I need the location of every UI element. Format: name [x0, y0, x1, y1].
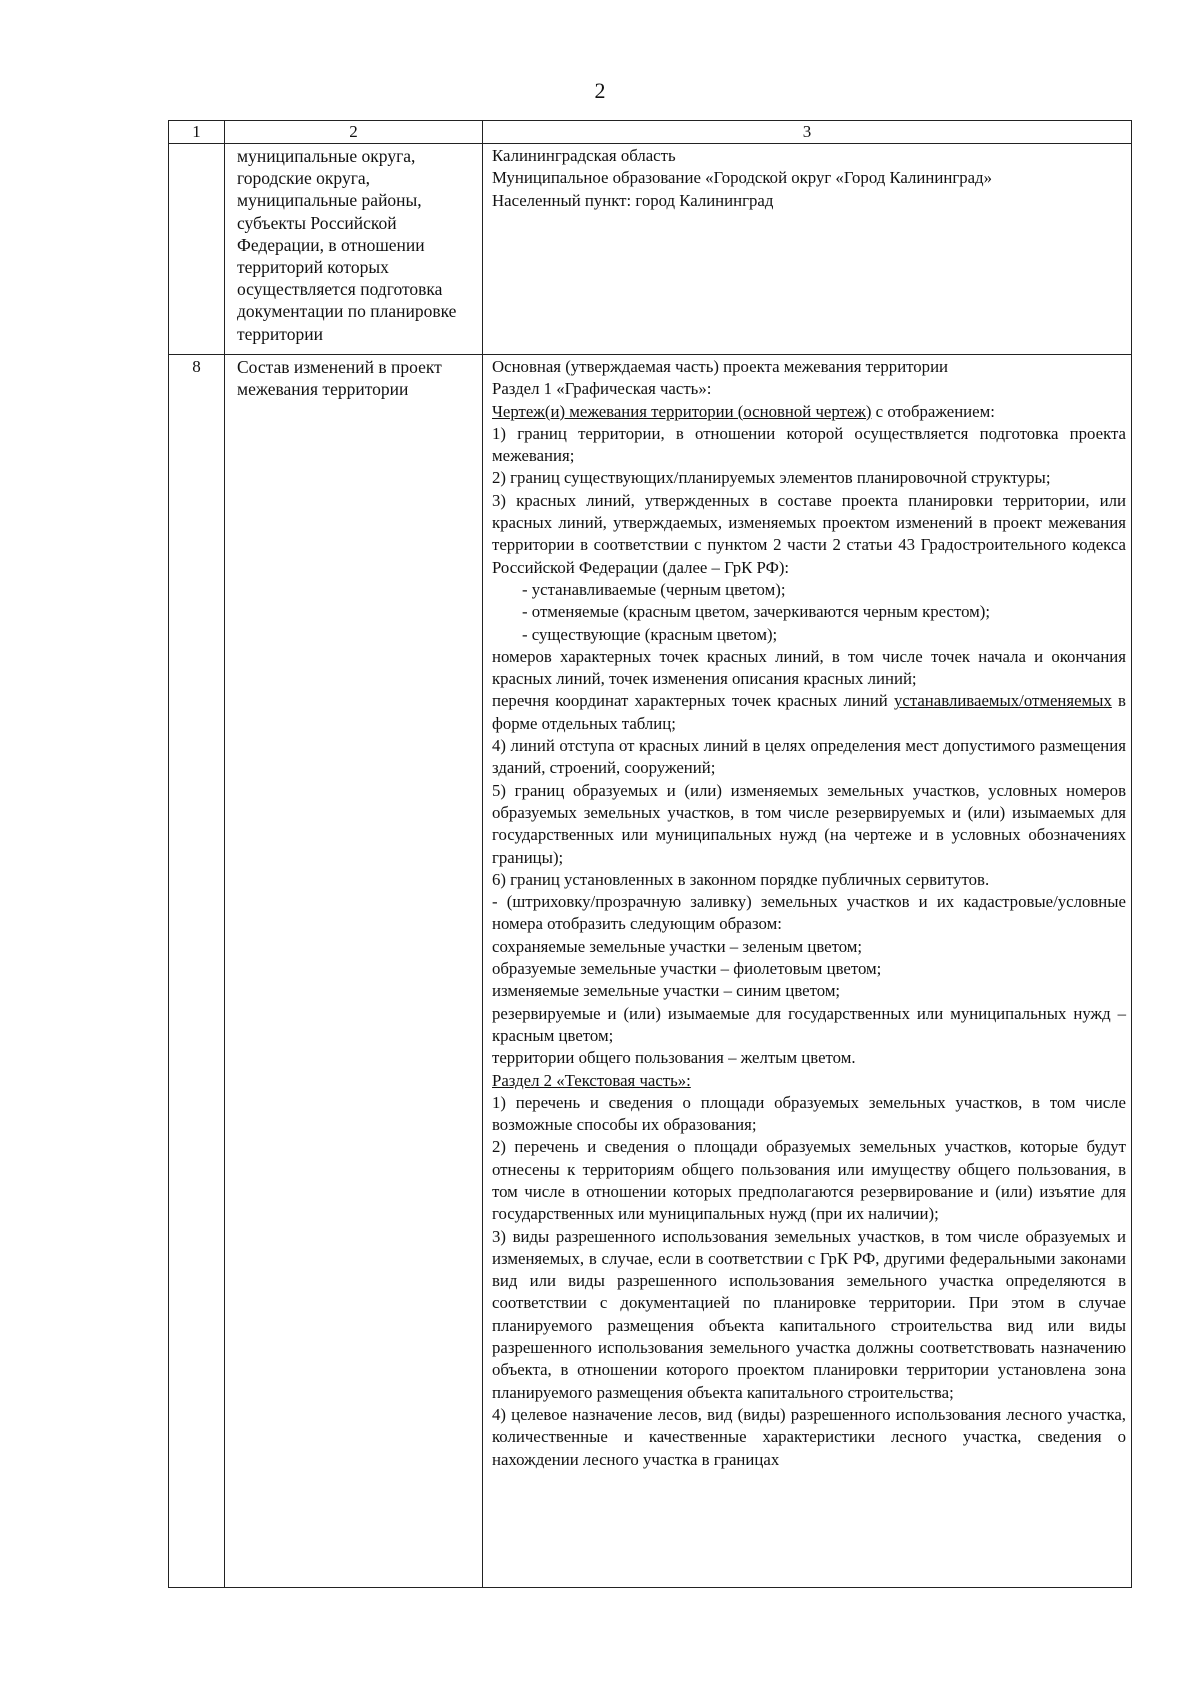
paragraph: 4) целевое назначение лесов, вид (виды) разрешенного использования лесного участка, количественные и качественные характеристики лесного участка, сведения о нахождении лесного участка в границах	[492, 1404, 1126, 1469]
section-heading: Раздел 1 «Графическая часть»:	[492, 379, 712, 399]
list-item: - существующие (красным цветом);	[522, 624, 778, 644]
paragraph: номеров характерных точек красных линий, в том числе точек начала и окончания красных линий, точек изменения описания красных линий;	[492, 646, 1126, 689]
row-number: 8	[169, 355, 225, 1588]
underlined-text: Чертеж(и) межевания территории (основной чертеж)	[492, 401, 872, 421]
row-value	[483, 355, 1132, 1588]
table-header-row	[169, 121, 1132, 144]
paragraph: 2) перечень и сведения о площади образуемых земельных участков, которые будут отнесены к территориям общего пользования или имуществу общего пользования, в том числе в отношении которых предполагаются резервирование и (или) изъятие для государственных или муниципальных нужд (при их наличии);	[492, 1137, 1126, 1224]
paragraph: изменяемые земельные участки – синим цветом;	[492, 981, 841, 1001]
underlined-text: устанавливаемых/отменяемых	[893, 691, 1112, 711]
header-col-1: 1	[169, 121, 225, 144]
row-number	[169, 144, 225, 355]
page-number: 2	[594, 78, 606, 103]
paragraph: 2) границ существующих/планируемых элементов планировочной структуры;	[492, 468, 1051, 488]
paragraph	[492, 401, 1126, 423]
paragraph: 3) виды разрешенного использования земельных участков, в том числе образуемых и изменяемых, в случае, если в соответствии с ГрК РФ, другими федеральными законами вид или виды разрешенного использования земельного участка определяются в соответствии с документацией по планировке территории. При этом в случае планируемого размещения объекта капитального строительства вид или виды разрешенного использования земельного участка должны соответствовать назначению объекта, в отношении которого проектом планировки территории установлена зона планируемого размещения объекта капитального строительства;	[492, 1226, 1126, 1402]
paragraph: 4) линий отступа от красных линий в целях определения мест допустимого размещения зданий, строений, сооружений;	[492, 736, 1126, 778]
paragraph: 1) перечень и сведения о площади образуемых земельных участков, в том числе возможные способы их образования;	[492, 1092, 1126, 1135]
paragraph: - (штриховку/прозрачную заливку) земельных участков и их кадастровые/условные номера отобразить следующим образом:	[492, 892, 1126, 934]
table-row	[169, 144, 1132, 355]
paragraph: образуемые земельные участки – фиолетовым цветом;	[492, 959, 882, 979]
paragraph-text: перечня координат характерных точек красных линий	[492, 691, 894, 711]
header-col-2: 2	[225, 121, 483, 144]
paragraph: территории общего пользования – желтым цветом.	[492, 1048, 856, 1068]
paragraph	[492, 690, 1126, 735]
paragraph: резервируемые и (или) изымаемые для государственных или муниципальных нужд – красным цветом;	[492, 1003, 1126, 1045]
paragraph: Основная (утверждаемая часть) проекта межевания территории	[492, 357, 949, 376]
settlement-line: Населенный пункт: город Калининград	[492, 190, 774, 210]
paragraph: 3) красных линий, утвержденных в составе проекта планировки территории, или красных линий, утверждаемых, изменяемых проектом изменений в проект межевания территории в соответствии с пунктом 2 части 2 статьи 43 Градостроительного кодекса Российской Федерации (далее – ГрК РФ):	[492, 490, 1126, 577]
paragraph: 1) границ территории, в отношении которой осуществляется подготовка проекта межевания;	[492, 423, 1126, 466]
list-item: - отменяемые (красным цветом, зачеркиваются черным крестом);	[522, 602, 991, 622]
section-heading: Раздел 2 «Текстовая часть»:	[492, 1070, 691, 1090]
paragraph: 6) границ установленных в законном порядке публичных сервитутов.	[492, 869, 990, 889]
row-value	[483, 144, 1132, 355]
paragraph-text: в форме отдельных таблиц;	[492, 691, 1126, 733]
list-item: - устанавливаемые (черным цветом);	[522, 579, 786, 599]
paragraph: 5) границ образуемых и (или) изменяемых земельных участков, условных номеров образуемых земельных участков, в том числе резервируемых и (или) изымаемых для государственных или муниципальных нужд (на чертеже и в условных обозначениях границы);	[492, 780, 1126, 867]
header-col-3: 3	[483, 121, 1132, 144]
municipality-line: Муниципальное образование «Городской округ «Город Калининград»	[492, 168, 992, 188]
row-title: муниципальные округа, городские округа, муниципальные районы, субъекты Российской Федерации, в отношении территорий которых осуществляется подготовка документации по планировке территории	[225, 144, 483, 355]
paragraph-text: с отображением:	[871, 401, 995, 421]
table-row	[169, 355, 1132, 1588]
paragraph: сохраняемые земельные участки – зеленым цветом;	[492, 936, 863, 956]
requirements-table	[168, 120, 1132, 1588]
region-line: Калининградская область	[492, 146, 676, 165]
row-title: Состав изменений в проект межевания территории	[225, 355, 483, 1588]
